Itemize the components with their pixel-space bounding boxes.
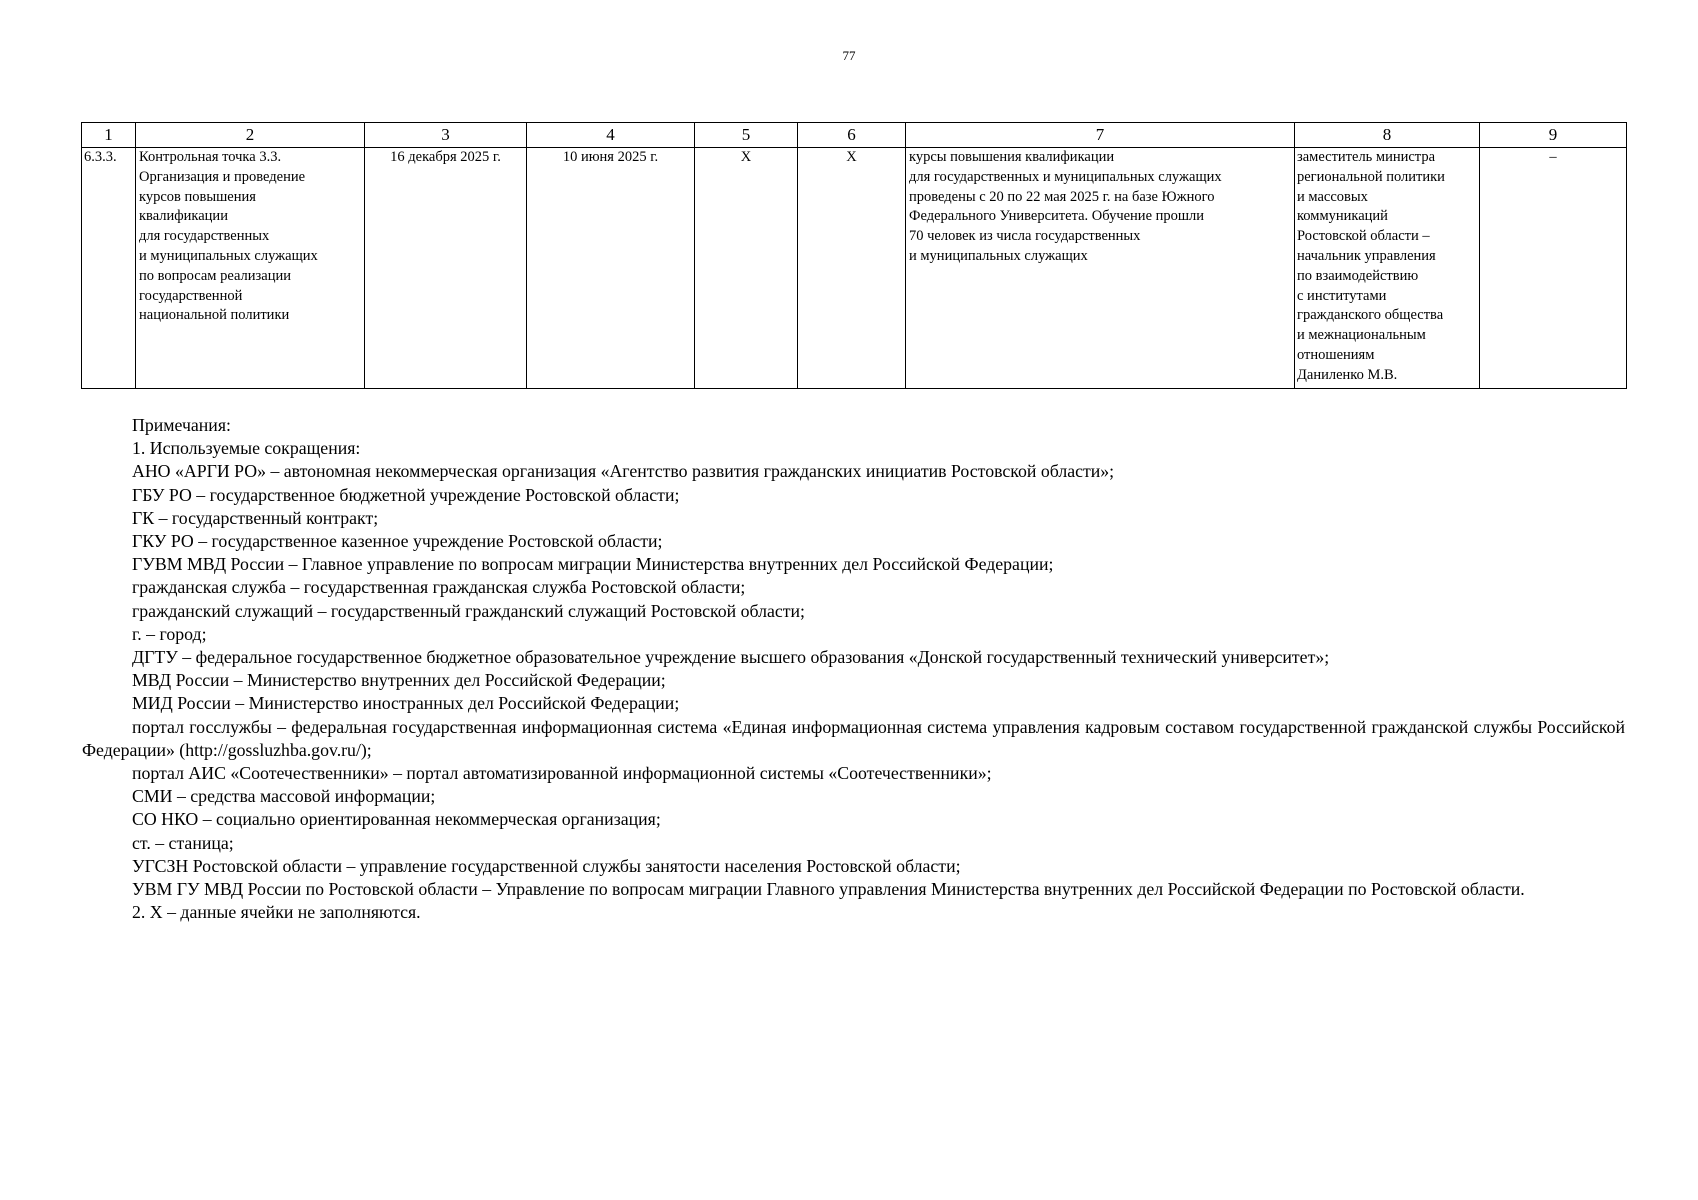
abbreviation-item: портал госслужбы – федеральная государственная информационная система «Единая информационная система управления кадровым составом государственной гражданской службы Российской Федерации» (http://gossluzhba.gov.ru/); [82, 716, 1625, 760]
actual-date: 10 июня 2025 г. [527, 148, 695, 389]
responsible-line: коммуникаций [1297, 208, 1388, 225]
responsible-line: региональной политики [1297, 168, 1445, 185]
name-line: курсов повышения [139, 188, 256, 205]
name-line: по вопросам реализации [139, 267, 291, 284]
responsible-line: Ростовской области – [1297, 228, 1430, 245]
abbreviation-item: ГК – государственный контракт; [132, 507, 379, 528]
responsible-line: с институтами [1297, 287, 1387, 304]
table-header-row [82, 123, 1627, 148]
responsible-line: гражданского общества [1297, 307, 1444, 324]
abbreviation-item: МВД России – Министерство внутренних дел Российской Федерации; [132, 670, 666, 691]
result-line: и муниципальных служащих [909, 247, 1088, 264]
name-line: для государственных [139, 228, 270, 245]
result-line: 70 человек из числа государственных [909, 228, 1141, 245]
name-line: Контрольная точка 3.3. [139, 149, 282, 165]
column-9-value: – [1480, 148, 1627, 389]
notes-section [82, 414, 1625, 924]
responsible-line: Даниленко М.В. [1297, 366, 1398, 383]
abbreviation-item: СО НКО – социально ориентированная некоммерческая организация; [132, 809, 661, 830]
column-header-9: 9 [1480, 123, 1627, 148]
column-6-value: Х [798, 148, 906, 389]
abbreviation-item: гражданская служба – государственная гражданская служба Ростовской области; [132, 577, 746, 598]
row-number: 6.3.3. [82, 148, 136, 389]
responsible-line: и межнациональным [1297, 327, 1426, 344]
abbreviation-item: ГУВМ МВД России – Главное управление по вопросам миграции Министерства внутренних дел Российской Федерации; [132, 554, 1054, 575]
abbreviation-item: УГСЗН Ростовской области – управление государственной службы занятости населения Ростовской области; [132, 855, 961, 876]
abbreviation-item: ст. – станица; [132, 832, 234, 853]
name-line: и муниципальных служащих [139, 247, 318, 264]
abbreviation-item: МИД России – Министерство иностранных дел Российской Федерации; [132, 693, 680, 714]
column-header-4: 4 [527, 123, 695, 148]
column-header-3: 3 [365, 123, 527, 148]
name-line: государственной [139, 287, 243, 304]
plan-table [81, 122, 1627, 389]
column-header-5: 5 [695, 123, 798, 148]
note-2: 2. Х – данные ячейки не заполняются. [132, 902, 421, 923]
result-description [906, 148, 1295, 389]
abbreviation-item: ГКУ РО – государственное казенное учреждение Ростовской области; [132, 531, 663, 552]
abbreviation-item: ГБУ РО – государственное бюджетной учреждение Ростовской области; [132, 484, 680, 505]
responsible-line: начальник управления [1297, 247, 1436, 264]
abbreviation-item: ДГТУ – федеральное государственное бюджетное образовательное учреждение высшего образования «Донской государственный технический университет»; [132, 647, 1330, 668]
column-header-6: 6 [798, 123, 906, 148]
column-header-7: 7 [906, 123, 1295, 148]
responsible-line: и массовых [1297, 188, 1368, 205]
responsible-person [1295, 148, 1480, 389]
result-line: курсы повышения квалификации [909, 149, 1115, 165]
responsible-line: по взаимодействию [1297, 267, 1419, 284]
column-header-1: 1 [82, 123, 136, 148]
abbreviation-item: УВМ ГУ МВД России по Ростовской области – Управление по вопросам миграции Главного управления Министерства внутренних дел Российской Федерации по Ростовской области. [132, 879, 1525, 900]
result-line: Федерального Университета. Обучение прошли [909, 208, 1205, 225]
column-header-2: 2 [136, 123, 365, 148]
column-header-8: 8 [1295, 123, 1480, 148]
abbreviation-item: АНО «АРГИ РО» – автономная некоммерческая организация «Агентство развития гражданских инициатив Ростовской области»; [132, 461, 1115, 482]
abbreviation-item: СМИ – средства массовой информации; [132, 786, 436, 807]
name-line: Организация и проведение [139, 168, 306, 185]
abbreviation-item: г. – город; [132, 623, 207, 644]
notes-title: Примечания: [132, 415, 231, 435]
table-row [82, 148, 1627, 389]
planned-date: 16 декабря 2025 г. [365, 148, 527, 389]
column-5-value: Х [695, 148, 798, 389]
name-line: квалификации [139, 208, 228, 225]
result-line: проведены с 20 по 22 мая 2025 г. на базе Южного [909, 188, 1215, 205]
responsible-line: заместитель министра [1297, 149, 1436, 165]
control-point-name [136, 148, 365, 389]
page-number: 77 [842, 48, 856, 63]
abbreviation-item: портал АИС «Соотечественники» – портал автоматизированной информационной системы «Соотечественники»; [132, 763, 992, 784]
result-line: для государственных и муниципальных служащих [909, 168, 1222, 185]
abbreviation-item: гражданский служащий – государственный гражданский служащий Ростовской области; [132, 600, 805, 621]
name-line: национальной политики [139, 307, 290, 324]
responsible-line: отношениям [1297, 346, 1375, 363]
abbreviations-heading: 1. Используемые сокращения: [132, 438, 361, 459]
